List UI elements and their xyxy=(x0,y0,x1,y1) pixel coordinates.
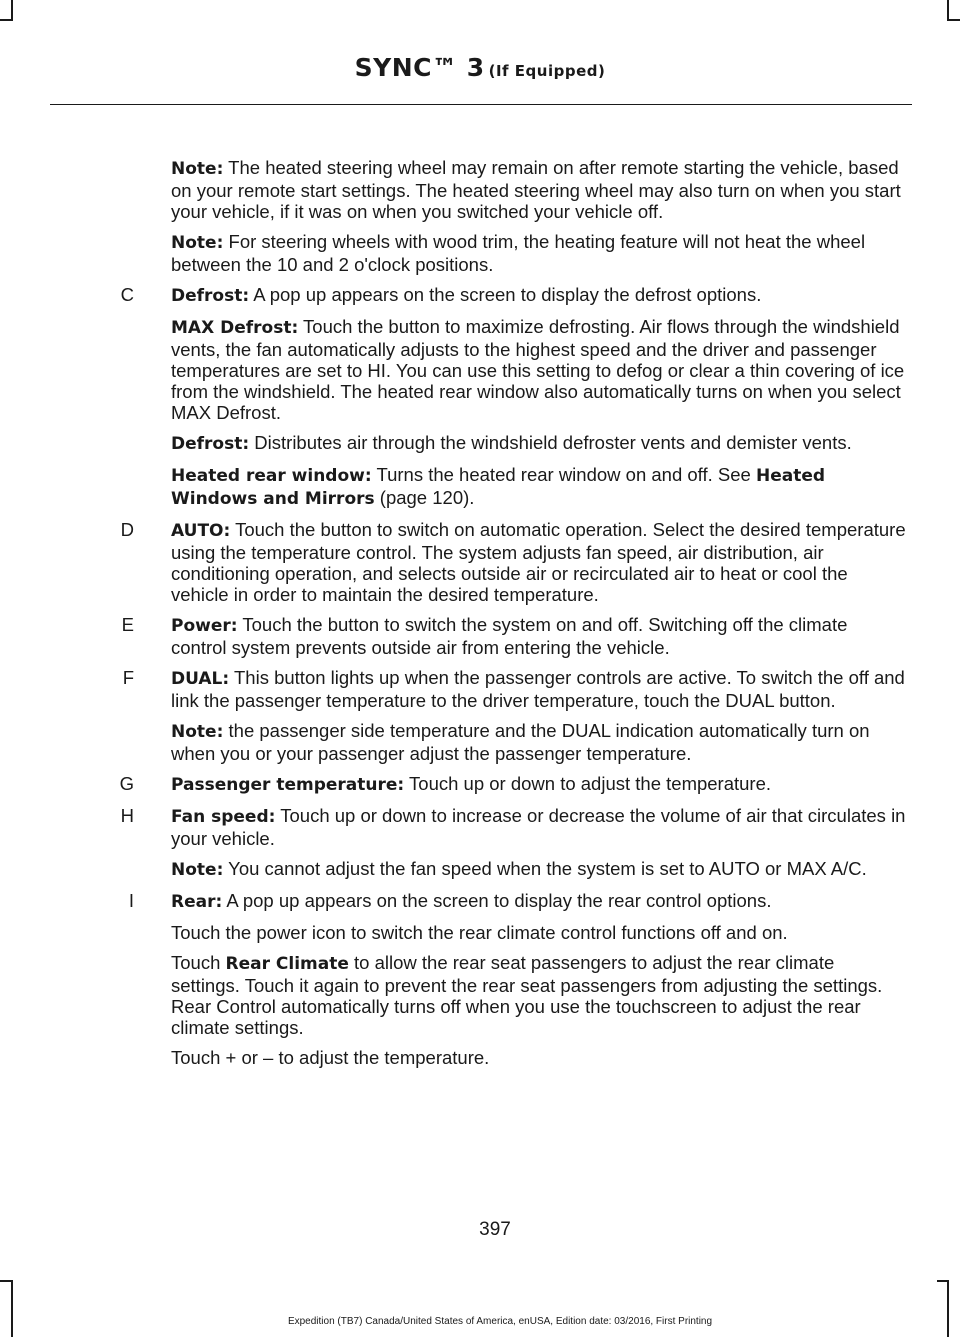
list-item xyxy=(0,157,960,275)
term-label: Power: xyxy=(171,616,238,636)
paragraph xyxy=(171,858,907,881)
paragraph-text: The heated steering wheel may remain on after remote starting the vehicle, based on your remote start settings. The heated steering wheel may also turn on when you start your vehicle, if it was on when you switched your vehicle off. xyxy=(171,157,901,222)
crop-mark-bottom-right-v xyxy=(947,1280,949,1337)
cross-reference: Heated Windows and Mirrors xyxy=(171,466,826,509)
paragraph-text: Touch up or down to adjust the temperature. xyxy=(404,773,772,794)
term-label: Fan speed: xyxy=(171,807,276,827)
crop-mark-bottom-right-h xyxy=(937,1280,949,1282)
paragraph-text: Touch xyxy=(171,952,226,973)
item-letter: H xyxy=(120,805,134,826)
crop-mark-top-left-v xyxy=(11,0,13,19)
item-letter: E xyxy=(121,614,134,635)
term-label: Rear: xyxy=(171,892,223,912)
paragraph xyxy=(171,922,907,943)
paragraph xyxy=(171,157,907,222)
term-label: Passenger temperature: xyxy=(171,775,405,795)
item-letter: D xyxy=(120,519,134,540)
list-item xyxy=(0,805,960,881)
footer-text: Expedition (TB7) Canada/United States of America, enUSA, Edition date: 03/2016, First Printing xyxy=(287,1316,713,1327)
item-letter: I xyxy=(128,890,134,911)
crop-mark-bottom-left-h xyxy=(0,1280,13,1282)
paragraph xyxy=(171,231,907,275)
crop-mark-top-left-h xyxy=(0,19,13,21)
cross-reference: Rear Climate xyxy=(225,954,349,974)
list-item xyxy=(0,890,960,1068)
item-letter: G xyxy=(119,773,134,794)
item-letter: F xyxy=(122,667,134,688)
page-number: 397 xyxy=(479,1219,511,1240)
list-item xyxy=(0,614,960,658)
list-item xyxy=(0,284,960,510)
crop-mark-bottom-left-v xyxy=(11,1280,13,1337)
paragraph xyxy=(171,432,907,455)
paragraph xyxy=(171,1047,907,1068)
paragraph-text-after: to allow the rear seat passengers to adjust the rear climate settings. Touch it again to prevent the rear seat passengers from adjusting the settings. Rear Control automatically turns off when you use the touchscreen to adjust the rear climate settings. xyxy=(171,952,883,1038)
paragraph-text: Turns the heated rear window on and off. See xyxy=(371,464,756,485)
paragraph-text: Touch the power icon to switch the rear climate control functions off and on. xyxy=(171,922,788,943)
paragraph xyxy=(171,952,907,1038)
paragraph-text: the passenger side temperature and the DUAL indication automatically turn on when you or your passenger adjust the passenger temperature. xyxy=(171,720,870,764)
paragraph-text: You cannot adjust the fan speed when the system is set to AUTO or MAX A/C. xyxy=(223,858,867,879)
paragraph xyxy=(171,464,907,510)
term-label: DUAL: xyxy=(171,669,230,689)
paragraph-text: This button lights up when the passenger controls are active. To switch the off and link the passenger temperature to the driver temperature, touch the DUAL button. xyxy=(171,667,905,711)
paragraph-text-after: (page 120). xyxy=(374,487,475,508)
paragraph xyxy=(171,773,907,796)
item-letter: C xyxy=(120,284,134,305)
term-label: Heated rear window: xyxy=(171,466,372,486)
crop-mark-top-right-v xyxy=(947,0,949,19)
header-subtitle: (If Equipped) xyxy=(488,62,606,80)
content-list xyxy=(0,157,960,1077)
paragraph xyxy=(171,805,907,849)
paragraph xyxy=(171,284,907,307)
paragraph xyxy=(171,720,907,764)
paragraph xyxy=(171,667,907,711)
paragraph-text: For steering wheels with wood trim, the heating feature will not heat the wheel between the 10 and 2 o'clock positions. xyxy=(171,231,866,275)
paragraph xyxy=(171,316,907,423)
paragraph-text: Touch + or – to adjust the temperature. xyxy=(171,1047,490,1068)
list-item xyxy=(0,519,960,605)
paragraph-text: A pop up appears on the screen to display the defrost options. xyxy=(249,284,762,305)
page-header-title xyxy=(0,53,960,82)
paragraph-text: Touch the button to maximize defrosting. Air flows through the windshield vents, the fan automatically adjusts to the highest speed and the driver and passenger temperatures are set to HI. You can use this setting to defog or clear a thin covering of ice from the windshield. The heated rear window also automatically turns on when you select MAX Defrost. xyxy=(171,316,905,423)
paragraph-text: Touch the button to switch on automatic operation. Select the desired temperature using the temperature control. The system adjusts fan speed, air distribution, air conditioning operation, and selects outside air or recirculated air to heat or cool the vehicle in order to maintain the desired temperature. xyxy=(171,519,906,605)
paragraph xyxy=(171,890,907,913)
term-label: Note: xyxy=(171,233,224,253)
term-label: Note: xyxy=(171,159,224,179)
header-title: SYNC™ 3 xyxy=(354,53,485,82)
term-label: MAX Defrost: xyxy=(171,318,299,338)
paragraph-text: A pop up appears on the screen to display the rear control options. xyxy=(222,890,772,911)
term-label: Note: xyxy=(171,860,224,880)
term-label: Defrost: xyxy=(171,434,250,454)
term-label: AUTO: xyxy=(171,521,231,541)
list-item xyxy=(0,773,960,796)
paragraph-text: Touch the button to switch the system on and off. Switching off the climate control system prevents outside air from entering the vehicle. xyxy=(171,614,848,658)
crop-mark-top-right-h xyxy=(947,19,960,21)
paragraph xyxy=(171,614,907,658)
list-item xyxy=(0,667,960,764)
paragraph xyxy=(171,519,907,605)
term-label: Defrost: xyxy=(171,286,250,306)
paragraph-text: Distributes air through the windshield defroster vents and demister vents. xyxy=(249,432,852,453)
header-rule xyxy=(50,104,912,105)
paragraph-text: Touch up or down to increase or decrease the volume of air that circulates in your vehicle. xyxy=(171,805,906,849)
term-label: Note: xyxy=(171,722,224,742)
